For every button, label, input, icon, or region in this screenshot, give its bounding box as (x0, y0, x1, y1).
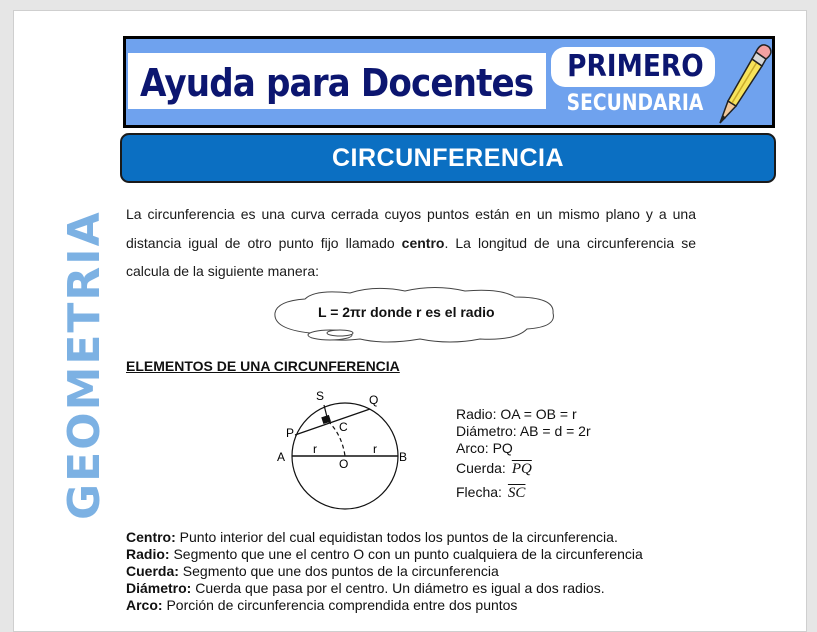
elements-legend (456, 406, 591, 502)
circle-diagram (270, 385, 420, 520)
definition-item: Arco: Porción de circunferencia comprendida entre dos puntos (126, 597, 518, 613)
label-c: C (339, 420, 348, 434)
label-p: P (286, 426, 295, 440)
label-b: B (399, 450, 408, 464)
header-banner (123, 36, 775, 128)
intro-bold-term: centro (401, 234, 445, 251)
label-q: Q (369, 393, 379, 407)
definition-item: Cuerda: Segmento que une dos puntos de la circunferencia (126, 563, 499, 579)
definition-item: Diámetro: Cuerda que pasa por el centro. Un diámetro es igual a dos radios. (126, 580, 605, 596)
label-r-left: r (313, 442, 317, 456)
label-o: O (339, 457, 349, 471)
page-title: CIRCUNFERENCIA (120, 133, 776, 183)
label-r-right: r (373, 442, 377, 456)
level-label: PRIMERO (567, 49, 704, 84)
pencil-icon (706, 39, 772, 125)
subject-side-label: GEOMETRIA (59, 210, 110, 520)
legend-cuerda: Cuerda: $\overline{PQ}$ (456, 460, 532, 477)
label-s: S (316, 389, 325, 403)
legend-radio: Radio: OA = OB = r (456, 406, 577, 422)
legend-flecha: Flecha: $\overline{SC}$ (456, 484, 526, 501)
intro-text-2: . La longitud de una circunferencia se calcula de la siguiente manera: (126, 234, 696, 279)
banner-stripe (128, 113, 546, 118)
definitions-list (126, 529, 643, 614)
legend-arco: Arco: PQ (456, 440, 513, 456)
site-title: Ayuda para Docentes (140, 61, 534, 105)
definition-item: Radio: Segmento que une el centro O con un punto cualquiera de la circunferencia (126, 546, 643, 562)
intro-paragraph (126, 200, 696, 286)
banner-background (126, 39, 772, 125)
banner-stripe (128, 45, 546, 50)
sublevel-label: SECUNDARIA (566, 91, 704, 116)
legend-diametro: Diámetro: AB = d = 2r (456, 423, 591, 439)
definition-item: Centro: Punto interior del cual equidistan todos los puntos de la circunferencia. (126, 529, 618, 545)
section-heading: ELEMENTOS DE UNA CIRCUNFERENCIA (126, 358, 400, 374)
intro-text-1: La circunferencia es una curva cerrada cuyos puntos están en un mismo plano y a una distancia igual de otro punto fijo llamado (126, 206, 696, 251)
label-a: A (277, 450, 286, 464)
formula-text: L = 2πr donde r es el radio (318, 304, 495, 320)
